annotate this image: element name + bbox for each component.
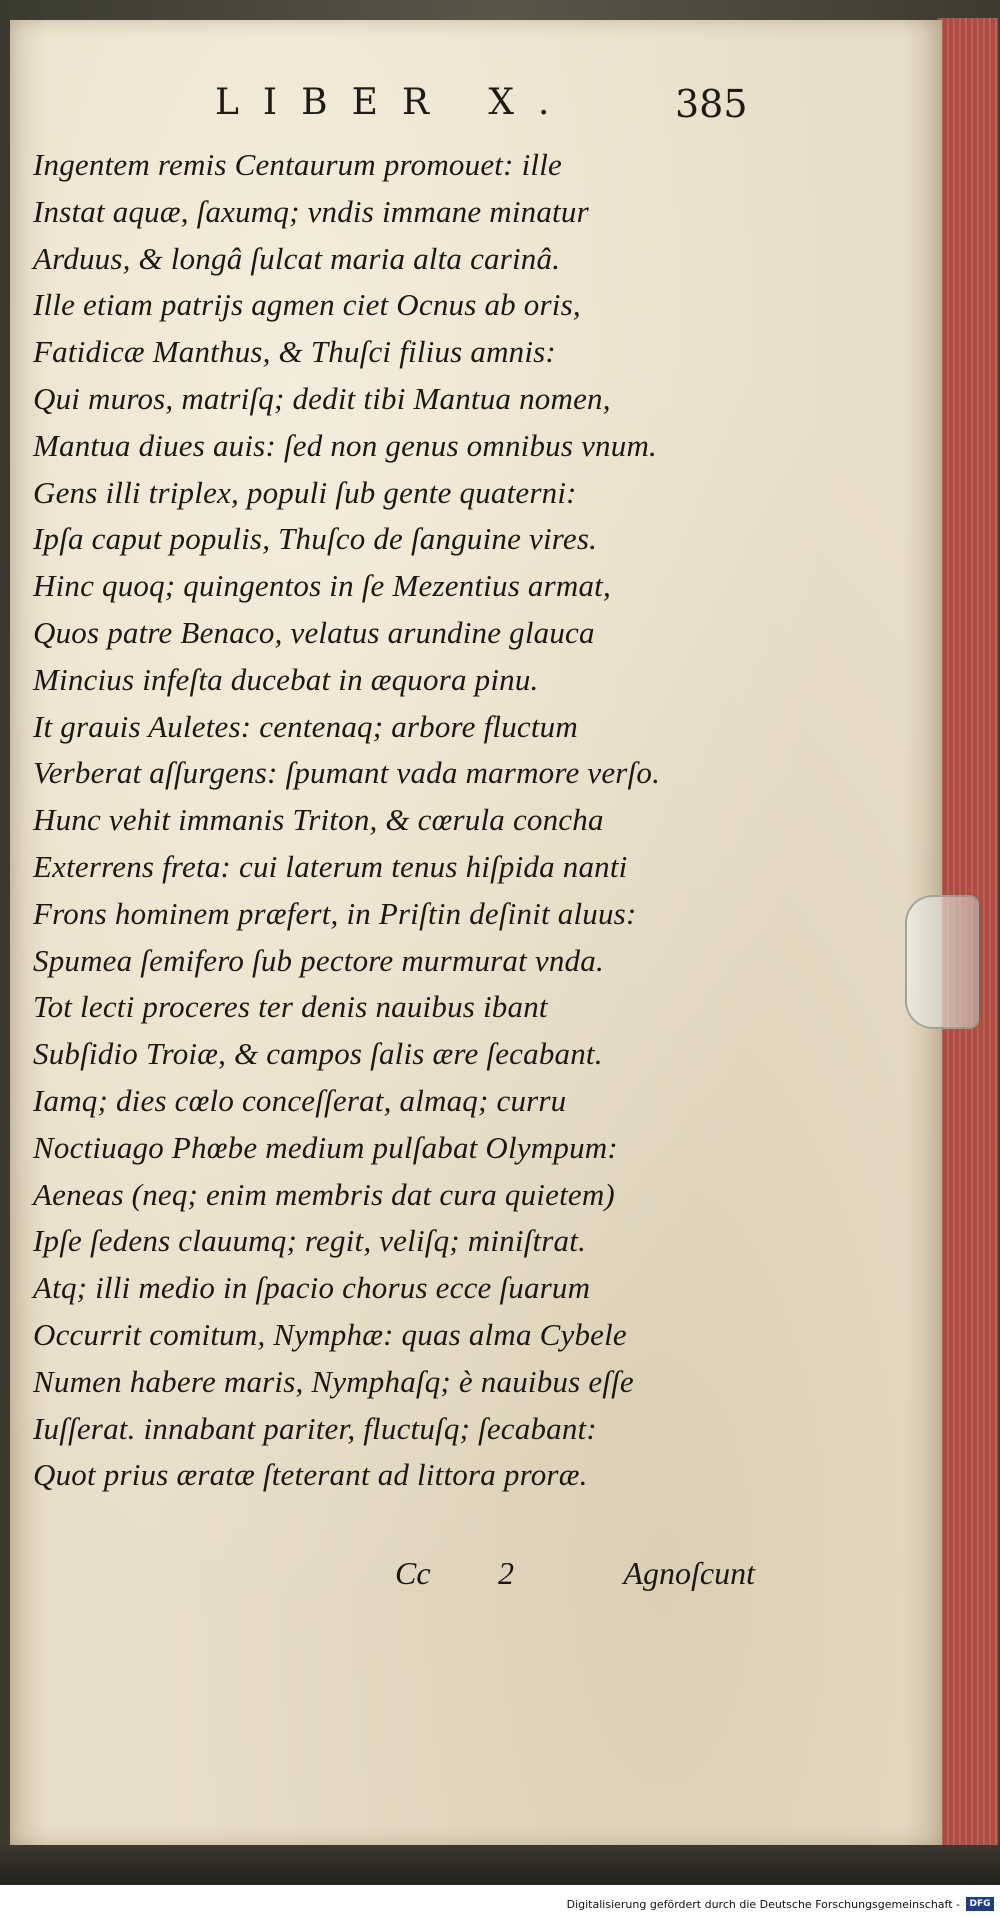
verse-line: Quot prius æratæ ſteterant ad littora proræ. — [33, 1457, 588, 1493]
verse-line: Ipſe ſedens clauumq; regit, veliſq; miniſtrat. — [33, 1223, 587, 1259]
scan-bottom-edge — [0, 1845, 1000, 1885]
verse-line: Ille etiam patrijs agmen ciet Ocnus ab oris, — [33, 287, 581, 323]
verse-line: Gens illi triplex, populi ſub gente quaterni: — [33, 474, 577, 510]
verse-line: It grauis Auletes: centenaq; arbore fluctum — [33, 708, 578, 744]
verse-line: Quos patre Benaco, velatus arundine glauca — [33, 614, 595, 650]
verse-line: Hinc quoq; quingentos in ſe Mezentius armat, — [33, 568, 611, 604]
verse-line: Aeneas (neq; enim membris dat cura quietem) — [33, 1176, 615, 1212]
catchword: Agnoſcunt — [623, 1555, 755, 1591]
verse-line: Occurrit comitum, Nymphæ: quas alma Cybele — [33, 1316, 627, 1352]
verse-line: Qui muros, matriſq; dedit tibi Mantua nomen, — [33, 380, 611, 416]
page-clip — [905, 895, 979, 1029]
verse-line: Exterrens freta: cui laterum tenus hiſpida nanti — [33, 848, 628, 884]
verse-line: Ipſa caput populis, Thuſco de ſanguine vires. — [33, 521, 598, 557]
verse-line: Mantua diues auis: ſed non genus omnibus vnum. — [33, 427, 657, 463]
verse-line: Mincius infeſta ducebat in æquora pinu. — [33, 661, 539, 697]
verse-line: Fatidicæ Manthus, & Thuſci filius amnis: — [33, 334, 556, 370]
verse-line: Numen habere maris, Nymphaſq; è nauibus eſſe — [33, 1363, 634, 1399]
verse-line: Hunc vehit immanis Triton, & cœrula concha — [33, 802, 604, 838]
dfg-logo-icon: DFG — [966, 1897, 994, 1911]
page-number: 385 — [675, 82, 748, 126]
signature-number: 2 — [498, 1555, 514, 1591]
verse-line: Iamq; dies cœlo conceſſerat, almaq; curru — [33, 1082, 567, 1118]
running-head: LIBER X. — [215, 82, 574, 123]
verse-line: Instat aquæ, ſaxumq; vndis immane minatur — [33, 193, 589, 229]
verse-line: Subſidio Troiæ, & campos ſalis ære ſecabant. — [33, 1036, 603, 1072]
verse-line: Tot lecti proceres ter denis nauibus ibant — [33, 989, 548, 1025]
signature-mark: Cc — [395, 1555, 431, 1591]
verse-line: Ingentem remis Centaurum promouet: ille — [33, 147, 562, 182]
funding-credit: Digitalisierung gefördert durch die Deutsche Forschungsgemeinschaft - — [566, 1898, 960, 1911]
verse-line: Arduus, & longâ ſulcat maria alta carinâ. — [33, 240, 561, 276]
verse-line: Iuſſerat. innabant pariter, fluctuſq; ſecabant: — [33, 1410, 597, 1446]
verse-line: Verberat aſſurgens: ſpumant vada marmore verſo. — [33, 755, 661, 791]
verse-line: Spumea ſemifero ſub pectore murmurat vnda. — [33, 942, 604, 978]
catchline — [395, 1555, 755, 1592]
verse-line: Atq; illi medio in ſpacio chorus ecce ſuarum — [33, 1270, 591, 1306]
verse-list — [33, 142, 913, 1499]
verse-line: Noctiuago Phœbe medium pulſabat Olympum: — [33, 1129, 618, 1165]
verse-line: Frons hominem præfert, in Priſtin deſinit aluus: — [33, 895, 637, 931]
